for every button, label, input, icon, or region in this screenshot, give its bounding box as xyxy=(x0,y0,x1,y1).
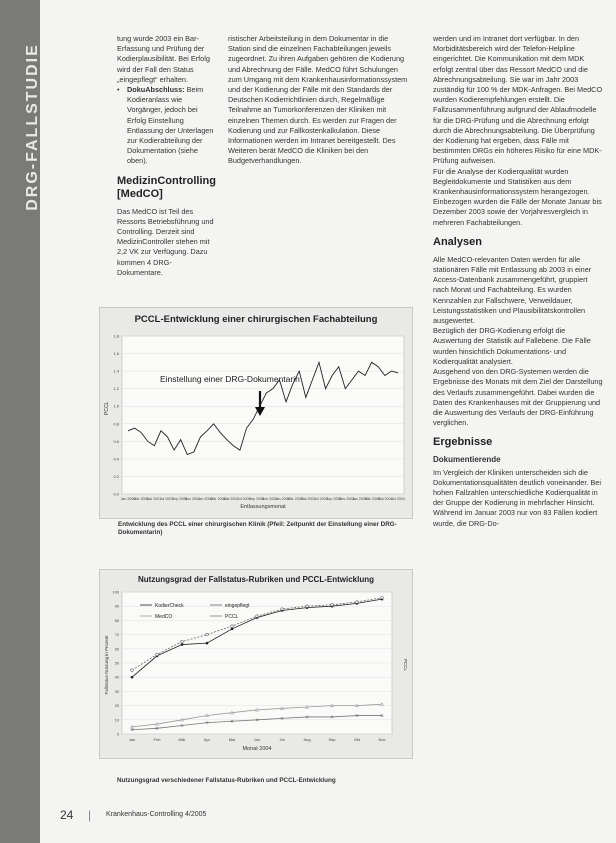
chart2-point xyxy=(181,643,183,645)
chart2-ytick: 0 xyxy=(116,732,119,737)
chart2-xtick: Sep xyxy=(328,737,336,742)
chart1-ylabel: PCCL xyxy=(104,401,110,415)
chart1-xtick: Mär 2001 xyxy=(133,497,149,501)
chart2-point xyxy=(356,601,359,604)
chart1-plot-area xyxy=(122,336,404,494)
chart-fallstatus xyxy=(99,569,413,759)
chart2-legend-label: MedCO xyxy=(155,613,173,620)
chart1-annotation: Einstellung einer DRG-Dokumentarin xyxy=(160,374,300,384)
col1-heading: MedizinControlling [MedCO] xyxy=(117,174,216,200)
chart2-point xyxy=(231,628,233,630)
chart2-point xyxy=(181,640,184,643)
chart2-legend-label: KodierCheck xyxy=(155,602,184,609)
chart1-xtick: Jan 2002 xyxy=(197,497,213,501)
chart2-xtick: Nov xyxy=(378,737,386,742)
col1-bullet-text: Beim Kodieranlass wie Vorgänger, jedoch bei Erfolg Einstellung Entlassung der Unterlagen zur Kodierabteilung der Dokumentation (siehe oben). xyxy=(127,85,214,166)
sidebar-band xyxy=(0,0,40,843)
chart2-ytick: 90 xyxy=(114,604,119,609)
col3-paragraph-1: werden und im Intranet dort verfügbar. In den Morbiditätsbereich wird der Telefon-Helpline eingerichtet. Die Kommunikation mit dem MDK erfolgt zentral über das Ressort MedCO und die Abrechnungsabteilung. Sie war im Jahr 2003 zuständig für 100 % der MDK-Anfragen. Bei MedCO wurden Kodierempfehlungen erstellt. Die Fallzusammenführung aufgrund der Ablaufmodelle für die DRG-Prüfung und die Abrechnung erfolgt durch die Abrechnungsabteilung. Die Überprüfung der Kodierung hat ergeben, dass Fälle mit bestimmten DRGs ein höheres Risiko für eine MDK-Prüfung aufweisen. xyxy=(433,34,603,166)
chart2-ytick: 40 xyxy=(114,675,119,680)
chart1-title: PCCL-Entwicklung einer chirurgischen Fachabteilung xyxy=(134,314,378,325)
chart2-xtick: Jul xyxy=(279,737,285,742)
chart2-ytick: 80 xyxy=(114,618,119,623)
heading-ergebnisse: Ergebnisse xyxy=(433,436,493,449)
chart1-xtick: Jul 2003 xyxy=(314,497,328,501)
col3-paragraph-6: Im Vergleich der Kliniken unterscheiden sich die Dokumentationsqualitäten deutlich voneinander. Bei hohen Fallzahlen unterschiedliche Kodierqualität in der Gruppe der Kodierung in mehrfacher Hinsicht. xyxy=(433,467,601,508)
chart2-point xyxy=(331,603,334,606)
chart1-xlabel: Entlassungsmonat xyxy=(240,504,286,510)
chart1-xtick: Nov 2003 xyxy=(338,497,355,501)
chart1-xtick: Jan 2001 xyxy=(120,497,136,501)
chart1-xtick: Jul 2001 xyxy=(159,497,174,501)
chart2-xtick: Mär xyxy=(178,737,186,742)
chart2-point xyxy=(306,605,309,608)
chart2-xtick: Jun xyxy=(253,737,261,742)
chart1-ytick: 0.8 xyxy=(113,421,119,427)
chart2-title: Nutzungsgrad der Fallstatus-Rubriken und PCCL-Entwicklung xyxy=(137,575,374,584)
chart1-xtick: Mai 2003 xyxy=(300,497,316,501)
chart2-xtick: Jan xyxy=(128,737,136,742)
chart1-ytick: 1.8 xyxy=(113,333,119,339)
page-number: 24 xyxy=(60,808,74,822)
chart2-point xyxy=(381,596,384,599)
chart1-xtick: Mär 2004 xyxy=(364,497,380,501)
chart1-xtick: Jan 2004 xyxy=(352,497,367,501)
chart1-caption: Entwicklung des PCCL einer chirurgischen Klinik (Pfeil: Zeitpunkt der Einstellung einer DRG-Dokumentarin) xyxy=(118,521,397,536)
chart2-legend-label: eingepflegt xyxy=(225,602,250,609)
chart1-xtick: Mai 2001 xyxy=(146,497,162,501)
chart2-ylabel-right: PCCL xyxy=(403,658,408,672)
column-2 xyxy=(228,34,408,167)
col3-paragraph-5: Ausgehend von den DRG-Systemen werden die Ergebnisse des Monats mit dem Ziel der Darstellung des Verlaufs zusammengeführt. Dabei wurden die Daten des Krankenhauses mit der Gruppierung und die Auswertung des Verlaufs der DRG-Einführung verglichen. xyxy=(433,367,603,428)
col3-paragraph-2: Für die Analyse der Kodierqualität wurden Begleitdokumente und Statistiken aus dem Krankenhausinformationssystem herangezogen. Einbezogen wurden die Fälle der Monate Januar bis Dezember 2003 sowie der Vorjahresvergleich in mehreren Fachabteilungen. xyxy=(433,166,602,227)
chart1-xtick: Mär 2003 xyxy=(287,497,303,501)
sidebar-label: DRG-FALLSTUDIE xyxy=(24,43,41,211)
column-1 xyxy=(117,34,217,278)
chart2-ylabel-left: Fallstatus-Nutzung in Prozent xyxy=(104,635,109,695)
col3-paragraph-3: Alle MedCO-relevanten Daten werden für alle stationären Fälle mit Entlassung ab 2003 in einer Access-Datenbank zusammengeführt, gruppiert nach Monat und Fachabteilung. Es wurden Kennzahlen zur Fallschwere, Verweildauer, Leistungsstatistiken und Plausibilitätskontrollen ausgewertet. xyxy=(433,254,592,326)
chart-pccl xyxy=(99,307,413,519)
heading-analysen: Analysen xyxy=(433,235,482,248)
chart2-xlabel: Monat 2004 xyxy=(242,746,272,752)
chart2-ytick: 30 xyxy=(114,689,119,694)
chart2-legend-label: PCCL xyxy=(225,613,239,620)
chart1-ytick: 0.0 xyxy=(113,491,119,497)
chart1-ytick: 0.2 xyxy=(113,473,119,479)
chart2-ytick: 60 xyxy=(114,647,119,652)
chart2-ytick: 20 xyxy=(114,704,119,709)
col1-paragraph: Das MedCO ist Teil des Ressorts Betriebsführung und Controlling. Derzeit sind MedizinController stehen mit 2,2 VK zur Verfügung. Dazu kommen 4 DRG-Dokumentare. xyxy=(117,206,214,277)
chart1-xtick: Nov 2001 xyxy=(184,497,200,501)
chart2-point xyxy=(206,642,208,644)
chart1-ytick: 0.6 xyxy=(113,438,119,444)
chart1-xtick: Jul 2002 xyxy=(236,497,251,501)
chart1-xtick: Jul 2004 xyxy=(391,497,405,501)
chart1-xtick: Nov 2002 xyxy=(261,497,278,501)
chart2-point xyxy=(231,625,234,628)
chart2-xtick: Aug xyxy=(303,737,311,742)
chart1-xtick: Jan 2003 xyxy=(274,497,290,501)
chart1-xtick: Mär 2002 xyxy=(210,497,226,501)
chart2-svg xyxy=(100,570,412,758)
chart2-xtick: Apr xyxy=(203,737,211,742)
chart1-xtick: Mai 2004 xyxy=(377,497,393,501)
col1-bullet xyxy=(117,85,217,167)
chart1-ytick: 1.2 xyxy=(113,386,119,392)
column-3 xyxy=(433,34,603,529)
subheading-dokumentierende: Dokumentierende xyxy=(433,455,501,465)
chart1-svg xyxy=(100,308,412,518)
col3-paragraph-7: Während im Januar 2003 nur von 83 Fällen kodiert wurde, die DRG-Do- xyxy=(433,508,598,528)
chart1-ytick: 0.4 xyxy=(113,456,119,462)
chart2-caption: Nutzungsgrad verschiedener Fallstatus-Rubriken und PCCL-Entwicklung xyxy=(117,777,336,784)
chart2-point xyxy=(256,615,259,618)
chart2-ytick: 50 xyxy=(114,661,119,666)
chart2-xtick: Okt xyxy=(353,737,361,742)
chart2-point xyxy=(281,608,284,611)
footer-title: Krankenhaus-Controlling 4/2005 xyxy=(106,811,207,818)
chart2-point xyxy=(131,669,134,672)
chart2-point xyxy=(206,633,209,636)
chart2-point xyxy=(156,653,159,656)
chart2-xtick: Mai xyxy=(228,737,236,742)
chart2-xtick: Feb xyxy=(153,737,161,742)
chart2-ytick: 100 xyxy=(112,590,119,595)
chart2-ytick: 10 xyxy=(114,718,119,723)
footer-separator: | xyxy=(88,808,92,822)
col1-bullet-label: DokuAbschluss: xyxy=(127,85,185,95)
chart1-ytick: 1.4 xyxy=(113,368,119,374)
chart1-xtick: Sep 2003 xyxy=(326,497,342,501)
chart1-xtick: Sep 2001 xyxy=(171,497,188,501)
chart1-xtick: Sep 2002 xyxy=(248,497,265,501)
chart2-point xyxy=(131,676,133,678)
chart1-ytick: 1.0 xyxy=(113,403,119,409)
col2-paragraph: ristischer Arbeitsteilung in dem Dokumentar in die Station sind die einzelnen Fachabteilungen jeweils zugeordnet. Zu ihren Aufgaben gehören die Kodierung und Abrechnung der Fälle. MedCO führt Schulungen zum Umgang mit dem Krankenhausinformationssystem und der Kodierung der Fälle mit den Standards der Deutschen Kodierrichtlinien durch, Regelmäßige Teilnahme an Tumorkonferenzen der Kliniken mit einzelnen Themen durch. Es werden zur Fragen der Kodierung und zur Fallkostenkalkulation. Diese Informationen werden im Intranet bereitgestellt. Des Weiteren berät MedCO die Kliniken bei den Budgetverhandlungen. xyxy=(228,34,408,166)
chart2-ytick: 70 xyxy=(114,633,119,638)
col1-intro: tung wurde 2003 ein Bar-Erfassung und Prüfung der Kodierplausibilität. Bei Erfolg wird der Fall den Status „eingepflegt“ erhalten. xyxy=(117,34,210,84)
col3-paragraph-4: Bezüglich der DRG-Kodierung erfolgt die Auswertung der Statistik auf Fallebene. Die Fälle wurden hinsichtlich Dokumentations- und Kodierqualität analysiert. xyxy=(433,326,591,366)
chart1-ytick: 1.6 xyxy=(113,351,119,357)
chart1-xtick: Mai 2002 xyxy=(223,497,239,501)
